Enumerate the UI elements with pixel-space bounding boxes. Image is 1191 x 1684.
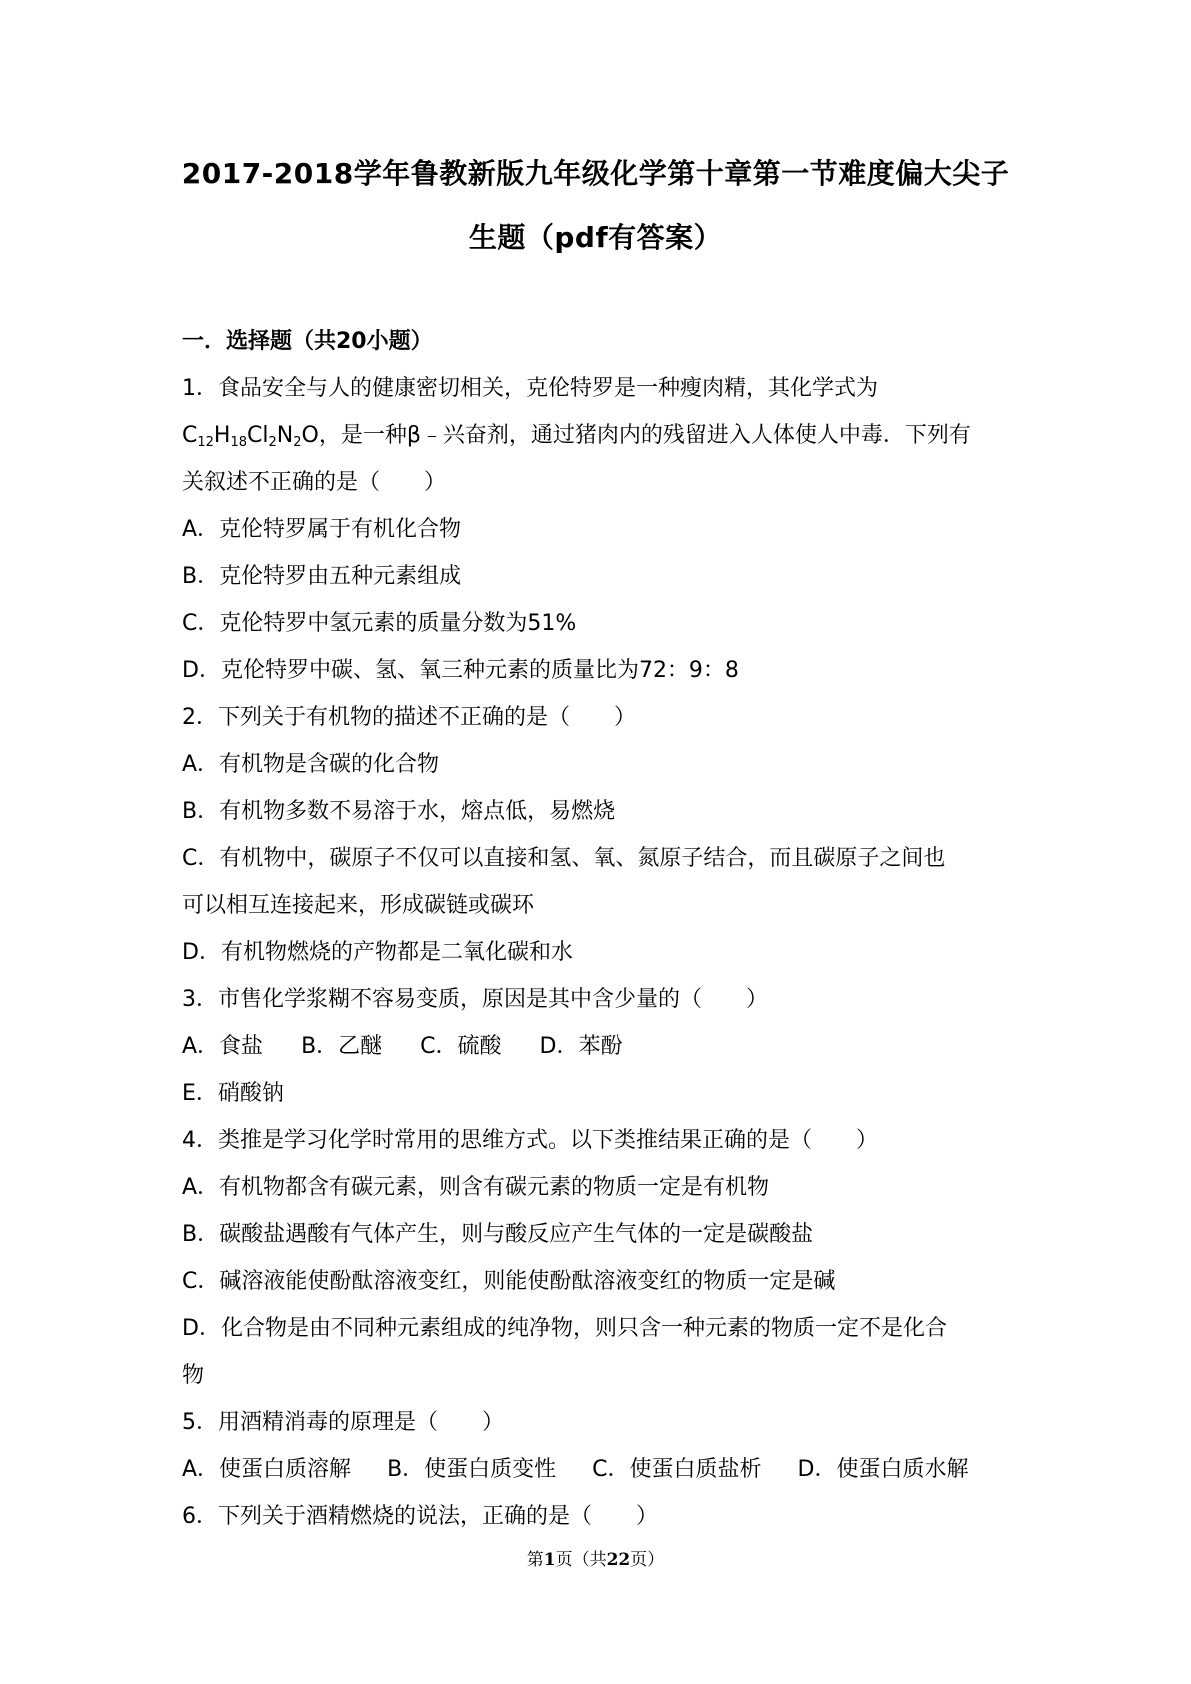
q5-option-a: A．使蛋白质溶解 [182,1457,352,1482]
q2-stem: 2．下列关于有机物的描述不正确的是（ ） [182,705,636,730]
q1-option-b: B．克伦特罗由五种元素组成 [182,564,462,589]
q4-option-b: B．碳酸盐遇酸有气体产生，则与酸反应产生气体的一定是碳酸盐 [182,1222,814,1247]
q4-option-d-line-1: D．化合物是由不同种元素组成的纯净物，则只含一种元素的物质一定不是化合 [182,1316,947,1341]
q1-option-c: C．克伦特罗中氢元素的质量分数为51% [182,611,577,636]
section-heading: 一．选择题（共20小题） [182,329,433,354]
question-content [182,318,1022,1540]
q3-options-row [182,1023,1022,1070]
q1-stem-line-3: 关叙述不正确的是（ ） [182,470,447,495]
q3-stem: 3．市售化学浆糊不容易变质，原因是其中含少量的（ ） [182,987,768,1012]
q5-option-d: D．使蛋白质水解 [797,1457,969,1482]
q3-option-e: E．硝酸钠 [182,1081,284,1106]
q5-options-row [182,1446,1022,1493]
q4-option-a: A．有机物都含有碳元素，则含有碳元素的物质一定是有机物 [182,1175,770,1200]
q6-stem: 6．下列关于酒精燃烧的说法，正确的是（ ） [182,1504,658,1529]
q5-option-b: B．使蛋白质变性 [387,1457,557,1482]
q1-option-d: D．克伦特罗中碳、氢、氧三种元素的质量比为72：9：8 [182,658,739,683]
q5-stem: 5．用酒精消毒的原理是（ ） [182,1410,504,1435]
q5-option-c: C．使蛋白质盐析 [592,1457,762,1482]
q1-option-a: A．克伦特罗属于有机化合物 [182,517,462,542]
document-title-line-2: 生题（pdf有答案） [468,221,723,254]
q2-option-a: A．有机物是含碳的化合物 [182,752,440,777]
q2-option-c-line-1: C．有机物中，碳原子不仅可以直接和氢、氧、氮原子结合，而且碳原子之间也 [182,846,946,871]
page-footer: 第1页（共22页） [526,1550,665,1570]
q4-stem: 4．类推是学习化学时常用的思维方式。以下类推结果正确的是（ ） [182,1128,878,1153]
q1-stem-line-2: $C_{12}H_{18}Cl_2N_2O$，是一种β﹣兴奋剂，通过猪肉内的残留进入人体使人中毒．下列有 [182,423,971,450]
q4-option-d-line-2: 物 [182,1363,205,1388]
q1-stem-line-1: 1．食品安全与人的健康密切相关，克伦特罗是一种瘦肉精，其化学式为 [182,376,878,401]
q4-option-c: C．碱溶液能使酚酞溶液变红，则能使酚酞溶液变红的物质一定是碱 [182,1269,836,1294]
q2-option-b: B．有机物多数不易溶于水，熔点低，易燃烧 [182,799,616,824]
q3-option-b: B．乙醚 [301,1034,383,1059]
total-pages: 22 [606,1550,631,1570]
page-number: 1 [543,1550,556,1570]
q2-option-d: D．有机物燃烧的产物都是二氧化碳和水 [182,940,573,965]
document-title-line-1: 2017-2018学年鲁教新版九年级化学第十章第一节难度偏大尖子 [181,157,1010,190]
q3-option-d: D．苯酚 [539,1034,623,1059]
q3-option-c: C．硫酸 [420,1034,502,1059]
q2-option-c-line-2: 可以相互连接起来，形成碳链或碳环 [182,893,535,918]
chemical-formula: $C_{12}H_{18}Cl_2N_2O$ [182,423,319,450]
q3-option-a: A．食盐 [182,1034,264,1059]
